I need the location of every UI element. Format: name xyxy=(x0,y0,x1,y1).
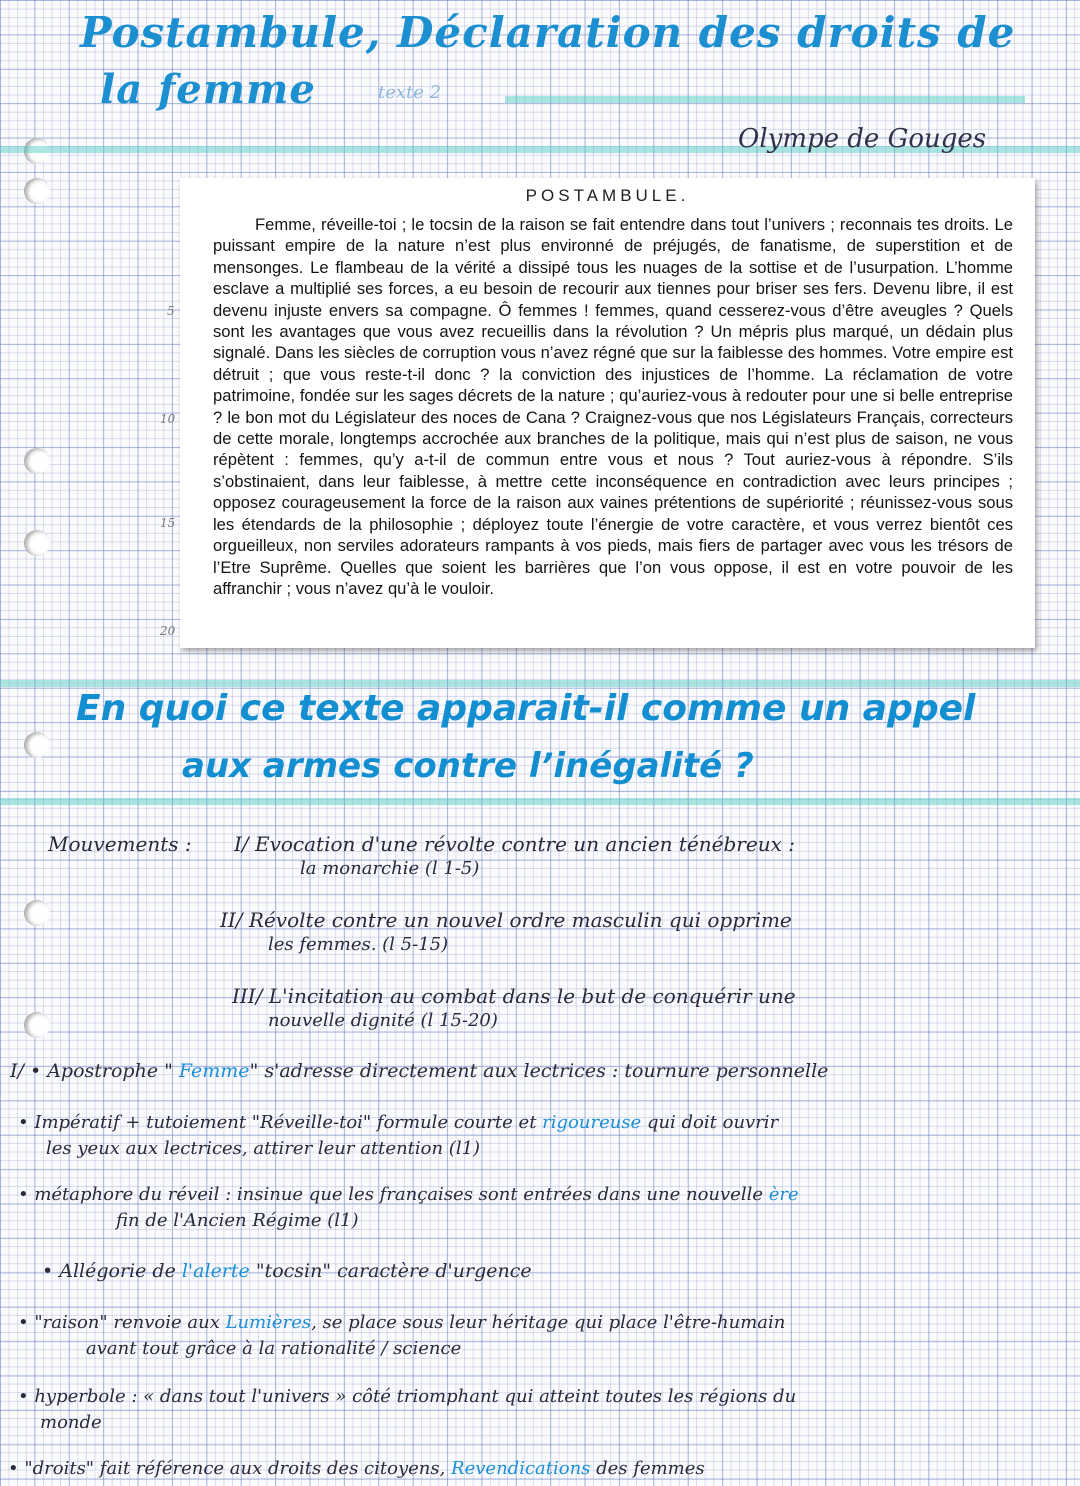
note-text: " s'adresse directement aux lectrices : tournure personnelle xyxy=(249,1060,829,1082)
line-number: 5 xyxy=(167,304,175,318)
pasted-text-sheet xyxy=(180,178,1035,648)
line-number: 10 xyxy=(160,412,176,426)
document-body: Femme, réveille-toi ; le tocsin de la raison se fait entendre dans tout l’univers ; reconnais tes droits. Le puissant empire de la nature n’est plus environné de préjugés, de fanatisme, de superstition et de mensonges. Le flambeau de la vérité a dissipé tous les nuages de la sottise et de l’usurpation. L’homme esclave a multiplié ses forces, a eu besoin de recourir aux tiennes pour briser ses fers. Devenu libre, il est devenu injuste envers sa compagne. Ô femmes ! femmes, quand cesserez-vous d’être aveugles ? Quels sont les avantages que vous avez recueillis dans la révolution ? Un mépris plus marqué, un dédain plus signalé. Dans les siècles de corruption vous n’avez régné que sur la faiblesse des hommes. Votre empire est détruit ; que vous reste-t-il donc ? la conviction des injustices de l’homme. La réclamation de votre patrimoine, fondée sur les sages décrets de la nature ; qu’auriez-vous à redouter pour une si belle entreprise ? le bon mot du Législateur des noces de Cana ? Craignez-vous que nos Législateurs Français, correcteurs de cette morale, longtemps accrochée aux branches de la politique, mais qui n’est plus de saison, ne vous répètent : femmes, qu’y a-t-il de commun entre vous et nous ? Tout auriez-vous à répondre. S’ils s’obstinaient, dans leur faiblesse, à mettre cette inconséquence en contradiction avec leurs principes ; opposez courageusement la force de la raison aux vaines prétentions de supériorité ; réunissez-vous sous les étendards de la philosophie ; déployez toute l’énergie de votre caractère, et vous verrez bientôt ces orgueilleux, non serviles adorateurs rampants à vos pieds, mais fiers de partager avec vous les trésors de l’Etre Suprême. Quelles que soient les barrières que l’on vous oppose, il est en votre pouvoir de les affranchir ; vous n’avez qu’à le vouloir. xyxy=(213,215,1013,598)
note-text: , se place sous leur héritage qui place l'être-humain xyxy=(311,1312,786,1333)
note-text: qui doit ouvrir xyxy=(641,1112,779,1133)
note-text: des femmes xyxy=(590,1458,705,1479)
binder-hole xyxy=(24,448,50,474)
binder-hole xyxy=(24,1012,50,1038)
author-name: Olympe de Gouges xyxy=(738,124,987,154)
note-keyword: Femme xyxy=(178,1060,250,1082)
note-line xyxy=(18,1386,796,1407)
note-text: • Impératif + tutoiement "Réveille-toi" formule courte et xyxy=(18,1112,543,1133)
movement-item: III/ L'incitation au combat dans le but de conquérir une xyxy=(232,984,796,1008)
problem-question-line2: aux armes contre l’inégalité ? xyxy=(182,746,754,786)
note-text: "tocsin" caractère d'urgence xyxy=(249,1260,532,1282)
movement-item-detail: nouvelle dignité (l 15-20) xyxy=(268,1010,498,1031)
binder-hole xyxy=(24,178,50,204)
note-text: • Allégorie de xyxy=(42,1260,182,1282)
note-keyword: l'alerte xyxy=(181,1260,250,1282)
highlight-bar xyxy=(505,96,1025,103)
note-text: I/ • Apostrophe " xyxy=(10,1060,179,1082)
document-heading: POSTAMBULE. xyxy=(525,186,690,205)
binder-hole xyxy=(24,732,50,758)
movement-item: II/ Révolte contre un nouvel ordre masculin qui opprime xyxy=(220,908,792,932)
movements-label: Mouvements : xyxy=(48,832,192,856)
note-keyword: ère xyxy=(768,1184,799,1205)
title-note: texte 2 xyxy=(378,82,442,103)
note-keyword: Revendications xyxy=(451,1458,591,1479)
note-keyword: Lumières xyxy=(225,1312,312,1333)
page-title-line2: la femme xyxy=(100,66,316,113)
note-text: • métaphore du réveil : insinue que les françaises sont entrées dans une nouvelle xyxy=(18,1184,769,1205)
note-text: • hyperbole : « dans tout l'univers » côté triomphant qui atteint toutes les régions du xyxy=(18,1386,797,1407)
note-line xyxy=(8,1458,705,1479)
note-line xyxy=(18,1112,778,1133)
line-number: 20 xyxy=(160,624,176,638)
problem-question: En quoi ce texte apparait-il comme un appel xyxy=(76,688,976,729)
note-line xyxy=(42,1260,532,1282)
highlight-bar xyxy=(0,680,1080,687)
note-keyword: rigoureuse xyxy=(542,1112,642,1133)
note-line-cont: fin de l'Ancien Régime (l1) xyxy=(116,1210,359,1231)
note-line xyxy=(18,1184,799,1205)
binder-hole xyxy=(24,530,50,556)
movement-item-detail: les femmes. (l 5-15) xyxy=(268,934,449,955)
page-title: Postambule, Déclaration des droits de xyxy=(80,8,1016,57)
note-line-cont: les yeux aux lectrices, attirer leur attention (l1) xyxy=(46,1138,481,1159)
line-number: 15 xyxy=(160,516,176,530)
movement-item-detail: la monarchie (l 1-5) xyxy=(300,858,480,879)
note-line-cont: monde xyxy=(40,1412,102,1433)
note-text: • "raison" renvoie aux xyxy=(18,1312,226,1333)
note-text: • "droits" fait référence aux droits des citoyens, xyxy=(8,1458,452,1479)
note-line xyxy=(10,1060,828,1082)
movement-item: I/ Evocation d'une révolte contre un ancien ténébreux : xyxy=(234,832,795,856)
note-line xyxy=(18,1312,785,1333)
note-line-cont: avant tout grâce à la rationalité / science xyxy=(86,1338,462,1359)
highlight-bar xyxy=(0,798,1080,805)
binder-hole xyxy=(24,900,50,926)
